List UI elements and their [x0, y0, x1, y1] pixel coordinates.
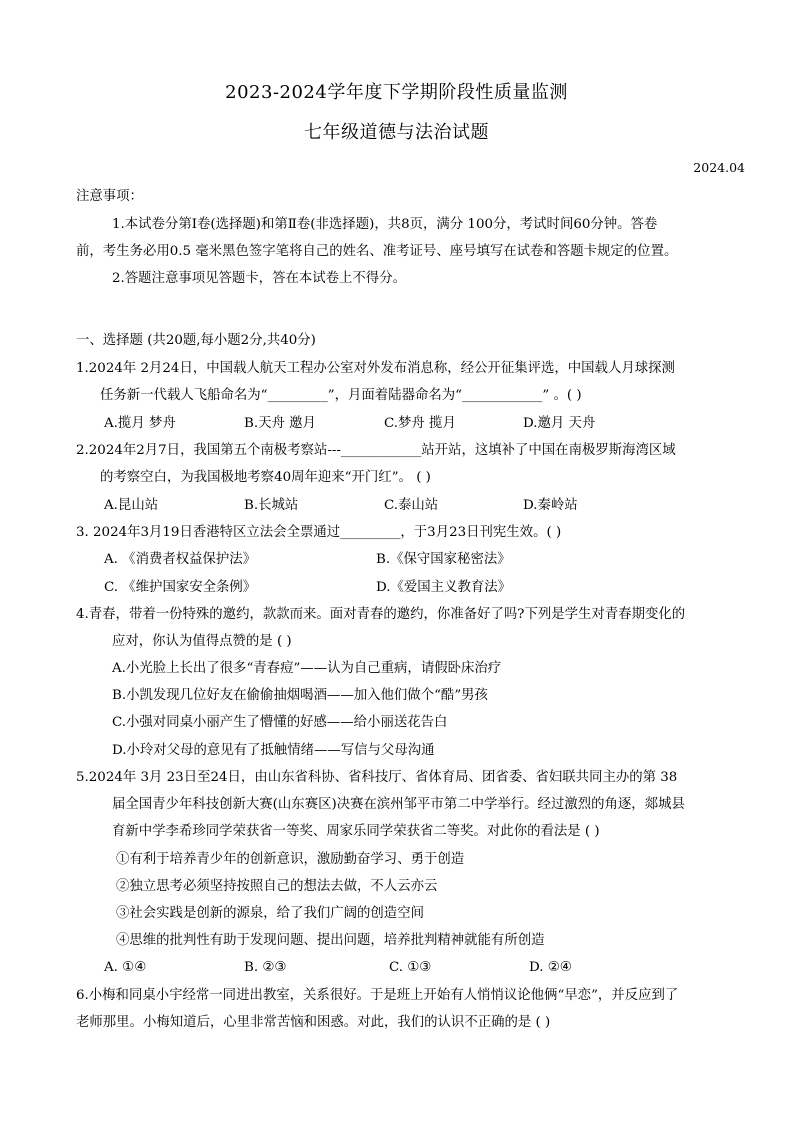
q5-stem-line-1: 5.2024年 3月 23日至24日，由山东省科协、省科技厅、省体育局、团省委、省妇联共同主办的第 38 [76, 770, 678, 785]
q5-stem-line-2: 届全国青少年科技创新大赛(山东赛区)决赛在滨州邹平市第二中学举行。经过激烈的角逐，郯城县 [112, 797, 685, 812]
q1-option-a: A.揽月 梦舟 [104, 416, 176, 431]
q2-option-b: B.长城站 [244, 498, 299, 513]
q4-option-b: B.小凯发现几位好友在偷偷抽烟喝酒——加入他们做个“酷”男孩 [112, 688, 488, 703]
q2-option-c: C.泰山站 [384, 498, 439, 513]
q5-option-b: B. ②③ [244, 960, 287, 975]
q6-stem-line-2: 老师那里。小梅知道后，心里非常苦恼和困惑。对此，我们的认识不正确的是 ( ) [76, 1015, 551, 1030]
q4-option-a: A.小光脸上长出了很多“青春痘”——认为自己重病，请假卧床治疗 [112, 661, 502, 676]
q2-option-d: D.秦岭站 [523, 498, 578, 513]
q5-stem-line-3: 育新中学李希珍同学荣获省一等奖、周家乐同学荣获省二等奖。对此你的看法是 ( ) [112, 824, 600, 839]
q5-statement-4: ④思维的批判性有助于发现问题、提出问题，培养批判精神就能有所创造 [116, 933, 545, 948]
q4-option-d: D.小玲对父母的意见有了抵触情绪——写信与父母沟通 [112, 743, 435, 758]
q5-option-c: C. ①③ [389, 960, 432, 975]
notice-line-1: 1.本试卷分第Ⅰ卷(选择题)和第Ⅱ卷(非选择题)，共8页，满分 100分，考试时间60分钟。答卷 [112, 217, 658, 232]
q5-option-d: D. ②④ [529, 960, 572, 975]
section-heading: 一、选择题 (共20题,每小题2分,共40分) [76, 333, 316, 348]
q2-option-a: A.昆山站 [104, 498, 159, 513]
q5-option-a: A. ①④ [104, 960, 147, 975]
q4-stem-line-2: 应对，你认为值得点赞的是 ( ) [112, 634, 292, 649]
q5-statement-3: ③社会实践是创新的源泉，给了我们广阔的创造空间 [116, 906, 424, 921]
q3-stem-line-1: 3. 2024年3月19日香港特区立法会全票通过_________，于3月23日刊宪生效。( ) [76, 525, 562, 540]
q2-stem-line-1: 2.2024年2月7日，我国第五个南极考察站---____________站开站，这填补了中国在南极罗斯海湾区域 [76, 443, 676, 458]
q5-statement-1: ①有利于培养青少年的创新意识，激励勤奋学习、勇于创造 [116, 852, 465, 867]
notice-line-3: 2.答题注意事项见答题卡，答在本试卷上不得分。 [112, 271, 406, 286]
q3-option-b: B.《保守国家秘密法》 [376, 552, 511, 567]
exam-title: 2023-2024学年度下学期阶段性质量监测 [225, 82, 568, 103]
notice-line-2: 前，考生务必用0.5 毫米黑色签字笔将自己的姓名、准考证号、座号填写在试卷和答题卡规定的位置。 [76, 244, 678, 259]
q4-option-c: C.小强对同桌小丽产生了懵懂的好感——给小丽送花告白 [112, 715, 448, 730]
q6-stem-line-1: 6.小梅和同桌小宇经常一同进出教室，关系很好。于是班上开始有人悄悄议论他俩“早恋”，并反应到了 [76, 988, 679, 1003]
notice-heading: 注意事项： [76, 189, 143, 204]
q3-option-c: C. 《维护国家安全条例》 [104, 580, 257, 595]
exam-subtitle: 七年级道德与法治试题 [304, 122, 489, 143]
q4-stem-line-1: 4.青春，带着一份特殊的邀约，款款而来。面对青春的邀约，你准备好了吗?下列是学生对青春期变化的 [76, 607, 686, 622]
q3-option-d: D.《爱国主义教育法》 [376, 580, 512, 595]
q1-option-d: D.邀月 天舟 [523, 416, 596, 431]
q1-option-b: B.天舟 邀月 [244, 416, 316, 431]
q2-stem-line-2: 的考察空白，为我国极地考察40周年迎来“开门红”。 ( ) [100, 470, 431, 485]
q5-statement-2: ②独立思考必须坚持按照自己的想法去做，不人云亦云 [116, 879, 438, 894]
q3-option-a: A. 《消费者权益保护法》 [104, 552, 257, 567]
q1-option-c: C.梦舟 揽月 [384, 416, 456, 431]
q1-stem-line-1: 1.2024年 2月24日，中国载人航天工程办公室对外发布消息称，经公开征集评选，中国载人月球探测 [76, 361, 675, 376]
q1-stem-line-2: 任务新一代载人飞船命名为“_________”，月面着陆器命名为“____________” 。( ) [100, 388, 582, 403]
exam-date: 2024.04 [693, 160, 745, 175]
